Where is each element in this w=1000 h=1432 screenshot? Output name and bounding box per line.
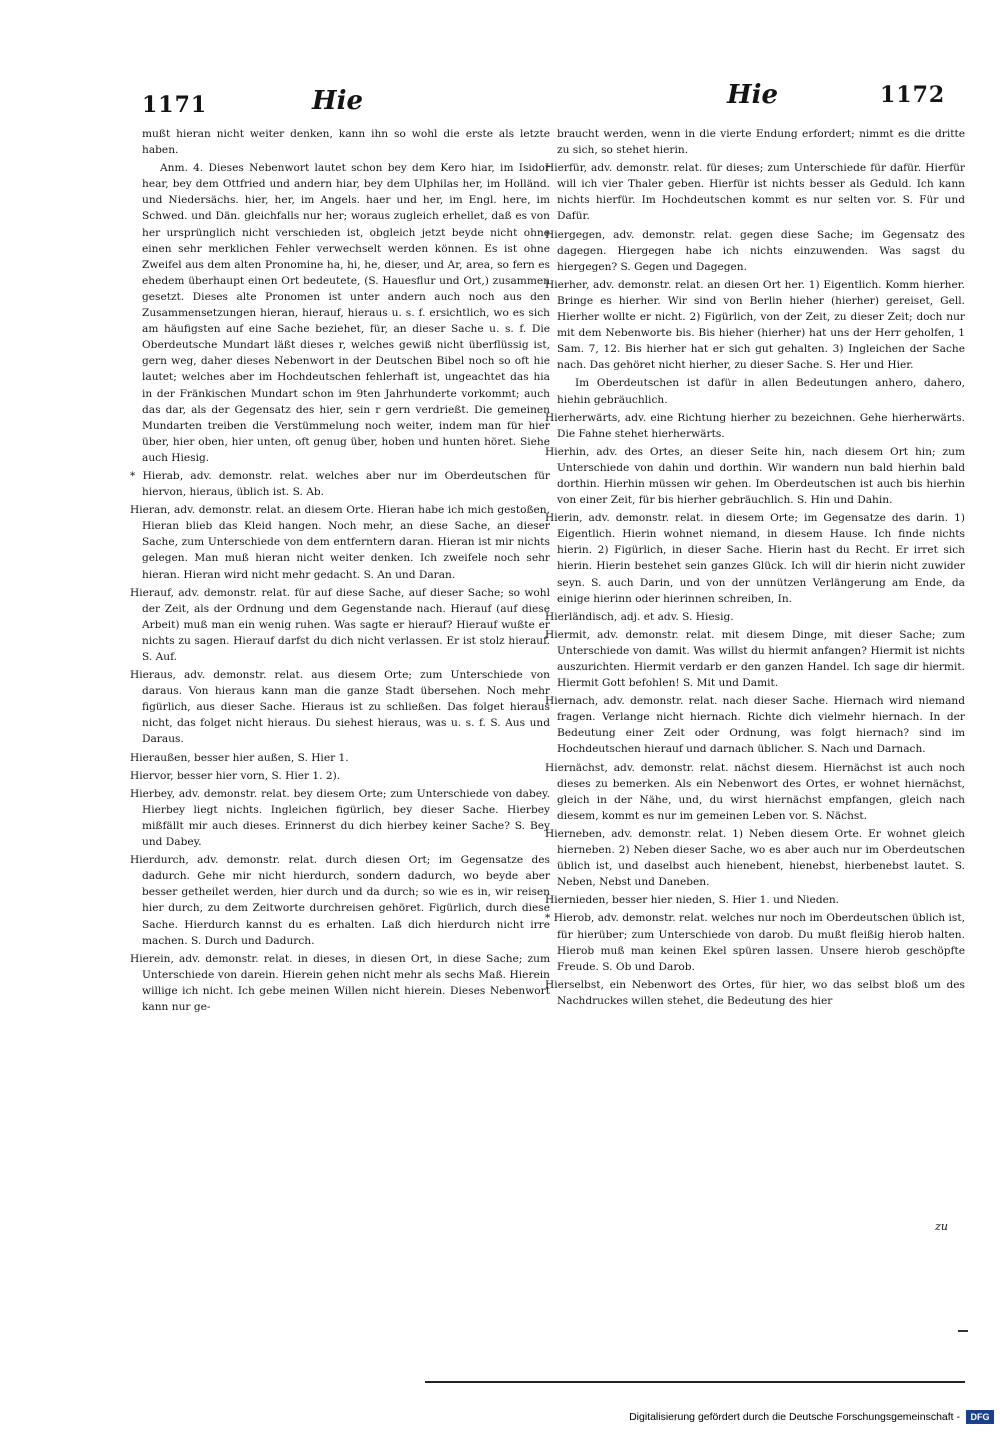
dictionary-entry: braucht werden, wenn in die vierte Endung erfordert; nimmt es die dritte zu sich, so stehet hierin. bbox=[557, 128, 965, 157]
dictionary-entry: * Hierab, adv. demonstr. relat. welches aber nur im Oberdeutschen für hiervon, hieraus, üblich ist. S. Ab. bbox=[130, 469, 550, 499]
running-headword-left: Hie bbox=[312, 86, 363, 116]
dictionary-entry: Hierher, adv. demonstr. relat. an diesen Ort her. 1) Eigentlich. Komm hierher. Bringe es hierher. Wir sind von Berlin hieher (hierher) gereiset, Gell. Hierher wollte er nicht. 2) Figürlich, von der Zeit, zu dieser Zeit; doch nur mit dem Nebenworte bis. Bis hieher (hierher) hat uns der Herr geholfen, 1 Sam. 7, 12. Bis hierher hat er sich gut gehalten. 3) Ingleichen der Sache nach. Das gehöret nicht hierher, zu dieser Sache. S. Her und Hier. bbox=[545, 278, 965, 372]
dictionary-entry: Hierselbst, ein Nebenwort des Ortes, für hier, wo das selbst bloß um des Nachdruckes willen stehet, die Bedeutung des hier bbox=[545, 978, 965, 1007]
dictionary-entry: Hierin, adv. demonstr. relat. in diesem Orte; im Gegensatze des darin. 1) Eigentlich. Hierin wohnet niemand, in diesem Hause. Ich finde nichts hierin. 2) Figürlich, in dieser Sache. Hierin hast du Recht. Er irret sich hierin. Hierin bestehet sein ganzes Glück. Ich will dir hierin nicht zuwider seyn. S. auch Darin, und von der unnützen Verlängerung am Ende, da einige hierinn oder hierinnen schreiben, In. bbox=[545, 512, 965, 605]
page-header bbox=[0, 78, 1000, 118]
page-number-right: 1172 bbox=[880, 82, 946, 108]
dictionary-entry: mußt hieran nicht weiter denken, kann ihn so wohl die erste als letzte haben. bbox=[142, 128, 550, 157]
dictionary-entry: Im Oberdeutschen ist dafür in allen Bedeutungen anhero, dahero, hiehin gebräuchlich. bbox=[557, 377, 965, 406]
page-number-left: 1171 bbox=[142, 92, 208, 118]
digitization-footer bbox=[0, 1408, 1000, 1432]
bottom-rule bbox=[425, 1381, 965, 1383]
dictionary-entry: Hiernieden, besser hier nieden, S. Hier 1. und Nieden. bbox=[545, 894, 840, 907]
footer-credit: Digitalisierung gefördert durch die Deutsche Forschungsgemeinschaft - bbox=[629, 1411, 960, 1423]
catchword: zu bbox=[935, 1220, 948, 1233]
dictionary-entry: Hiermit, adv. demonstr. relat. mit diesem Dinge, mit dieser Sache; zum Unterschiede von damit. Was willst du hiermit anfangen? Hiermit ist nichts auszurichten. Hiermit verdarb er den ganzen Handel. Ich sage dir hiermit. Hiermit Gott befohlen! S. Mit und Damit. bbox=[545, 628, 965, 690]
dictionary-entry: Hiernach, adv. demonstr. relat. nach dieser Sache. Hiernach wird niemand fragen. Verlange nicht hiernach. Richte dich vielmehr hiernach. In der Bedeutung einer Zeit oder Ordnung, was folgt hiernach? sind im Hochdeutschen hierauf und darnach üblicher. S. Nach und Darnach. bbox=[545, 695, 965, 756]
dictionary-entry: Hiervor, besser hier vorn, S. Hier 1. 2). bbox=[130, 769, 341, 782]
dictionary-entry: Hierein, adv. demonstr. relat. in dieses, in diesen Ort, in diese Sache; zum Unterschiede von darein. Hierein gehen nicht mehr als sechs Maß. Hierein willige ich nicht. Ich gebe meinen Willen nicht hierein. Dieses Nebenwort kann nur ge- bbox=[130, 952, 550, 1013]
dictionary-entry: Hierauf, adv. demonstr. relat. für auf diese Sache, auf dieser Sache; so wohl der Zeit, als der Ordnung und dem Gegenstande nach. Hierauf (auf diese Arbeit) muß man ein wenig ruhen. Was sagte er hierauf? Hierauf wußte er nichts zu sagen. Hierauf darfst du dich nicht verlassen. Er ist stolz hierauf. S. Auf. bbox=[130, 586, 550, 663]
running-headword-right: Hie bbox=[727, 80, 778, 110]
dictionary-entry: Hierdurch, adv. demonstr. relat. durch diesen Ort; im Gegensatze des dadurch. Gehe mir nicht hierdurch, sondern dadurch, wo beyde aber besser getheilet werden, hier durch und da durch; so wie es in, wir reisen hier durch, zu dem Zeitworte durchreisen gehöret. Figürlich, durch diese Sache. Hierdurch kannst du es erhalten. Laß dich hierdurch nicht irre machen. S. Durch und Dadurch. bbox=[130, 854, 550, 947]
edge-mark bbox=[958, 1330, 968, 1332]
dictionary-entry: Hiernächst, adv. demonstr. relat. nächst diesem. Hiernächst ist auch noch dieses zu bemerken. Als ein Nebenwort des Ortes, er wohnet hiernächst, gleich in der Nähe, und, du wirst hiernächst empfangen, gleich nach diesem, kommt es nur im gemeinen Leben vor. S. Nächst. bbox=[545, 761, 965, 822]
dictionary-entry: Hierhin, adv. des Ortes, an dieser Seite hin, nach diesem Ort hin; zum Unterschiede von dahin und dorthin. Wir wandern nun bald hierhin bald dorthin. Hierhin müssen wir gehen. Im Oberdeutschen ist auch bis hierhin von einer Zeit, für bis hierher gebräuchlich. S. Hin und Dahin. bbox=[545, 445, 965, 507]
right-column bbox=[545, 126, 965, 1011]
dictionary-entry: Hierbey, adv. demonstr. relat. bey diesem Orte; zum Unterschiede von dabey. Hierbey liegt nichts. Ingleichen figürlich, bey dieser Sache. Hierbey mißfällt mir auch dieses. Erinnerst du dich hierbey keiner Sache? S. Bey und Dabey. bbox=[130, 787, 550, 849]
dictionary-entry: Hieraus, adv. demonstr. relat. aus diesem Orte; zum Unterschiede von daraus. Von hieraus kann man die ganze Stadt übersehen. Noch mehr figürlich, aus dieser Sache. Hieraus ist zu schließen. Das folget hieraus nicht, das folget nicht hieraus. Du siehest hieraus, was u. s. f. S. Aus und Daraus. bbox=[130, 669, 550, 746]
dictionary-entry: Hierfür, adv. demonstr. relat. für dieses; zum Unterschiede für dafür. Hierfür will ich vier Thaler geben. Hierfür ist nichts besser als Geduld. Ich kann nichts hierfür. Im Hochdeutschen kommt es nur selten vor. S. Für und Dafür. bbox=[545, 162, 965, 223]
dictionary-entry: Hierherwärts, adv. eine Richtung hierher zu bezeichnen. Gehe hierherwärts. Die Fahne stehet hierherwärts. bbox=[545, 411, 965, 440]
dictionary-entry: Anm. 4. Dieses Nebenwort lautet schon bey dem Kero hiar, im Isidor hear, bey dem Ottfried und andern hiar, bey dem Ulphilas her, im Holländ. und Niedersächs. hier, her, im Angels. haer und her, im Engl. here, im Schwed. und Dän. gleichfalls nur her; woraus zugleich erhellet, daß es von her ursprünglich nicht verschieden ist, obgleich jetzt beyde nicht ohne einen sehr merklichen Fehler verwechselt werden können. Es ist ohne Zweifel aus dem alten Pronomine ha, hi, he, dieser, und Ar, area, so fern es ehedem überhaupt einen Ort bedeutete, (S. Hauesflur und Ort,) zusammen gesetzt. Dieses alte Pronomen ist unter andern auch noch aus den Zusammensetzungen hieran, hierauf, hieraus u. s. f. ersichtlich, wo es sich am häufigsten auf eine Sache beziehet, für, an dieser Sache u. s. f. Die Oberdeutsche Mundart läßt dieses r, welches gewiß nicht überflüssig ist, gern weg, daher dieses Nebenwort in der Deutschen Bibel noch so oft hie lautet; welches aber im Hochdeutschen fehlerhaft ist, ungeachtet das hia in der Fränkischen Mundart schon im 9ten Jahrhunderte vorkommt; auch das dar, als der Gegensatz des hier, sein r gern verdrießt. Die gemeinen Mundarten treiben die Verstümmelung noch weiter, indem man für hier über, hier oben, hier unten, oft genug über, hoben und hunten höret. Siehe auch Hiesig. bbox=[142, 162, 550, 464]
left-column bbox=[130, 126, 550, 1017]
dictionary-entry: * Hierob, adv. demonstr. relat. welches nur noch im Oberdeutschen üblich ist, für hierüber; zum Unterschiede von darob. Du mußt fleißig hierob halten. Hierob muß man keinen Ekel spüren lassen. Unsere hierob geschöpfte Freude. S. Ob und Darob. bbox=[545, 912, 965, 973]
dictionary-entry: Hieraußen, besser hier außen, S. Hier 1. bbox=[130, 751, 349, 764]
dictionary-entry: Hierneben, adv. demonstr. relat. 1) Neben diesem Orte. Er wohnet gleich hierneben. 2) Neben dieser Sache, wo es aber auch nur im Oberdeutschen üblich ist, und daselbst auch hienebent, hienebst, hierbenebst lautet. S. Neben, Nebst und Daneben. bbox=[545, 827, 965, 889]
dictionary-entry: Hiergegen, adv. demonstr. relat. gegen diese Sache; im Gegensatz des dagegen. Hiergegen habe ich nichts einzuwenden. Was sagst du hiergegen? S. Gegen und Dagegen. bbox=[545, 228, 965, 273]
dfg-logo: DFG bbox=[966, 1410, 994, 1424]
dictionary-entry: Hieran, adv. demonstr. relat. an diesem Orte. Hieran habe ich mich gestoßen. Hieran blieb das Kleid hangen. Noch mehr, an diese Sache, an dieser Sache, zum Unterschiede von dem entferntern daran. Hieran ist mir nichts gelegen. Man muß hieran nicht weiter denken. Ich zweifele noch sehr hieran. Hieran wird nicht mehr gedacht. S. An und Daran. bbox=[130, 504, 550, 581]
dictionary-entry: Hierländisch, adj. et adv. S. Hiesig. bbox=[545, 610, 734, 623]
